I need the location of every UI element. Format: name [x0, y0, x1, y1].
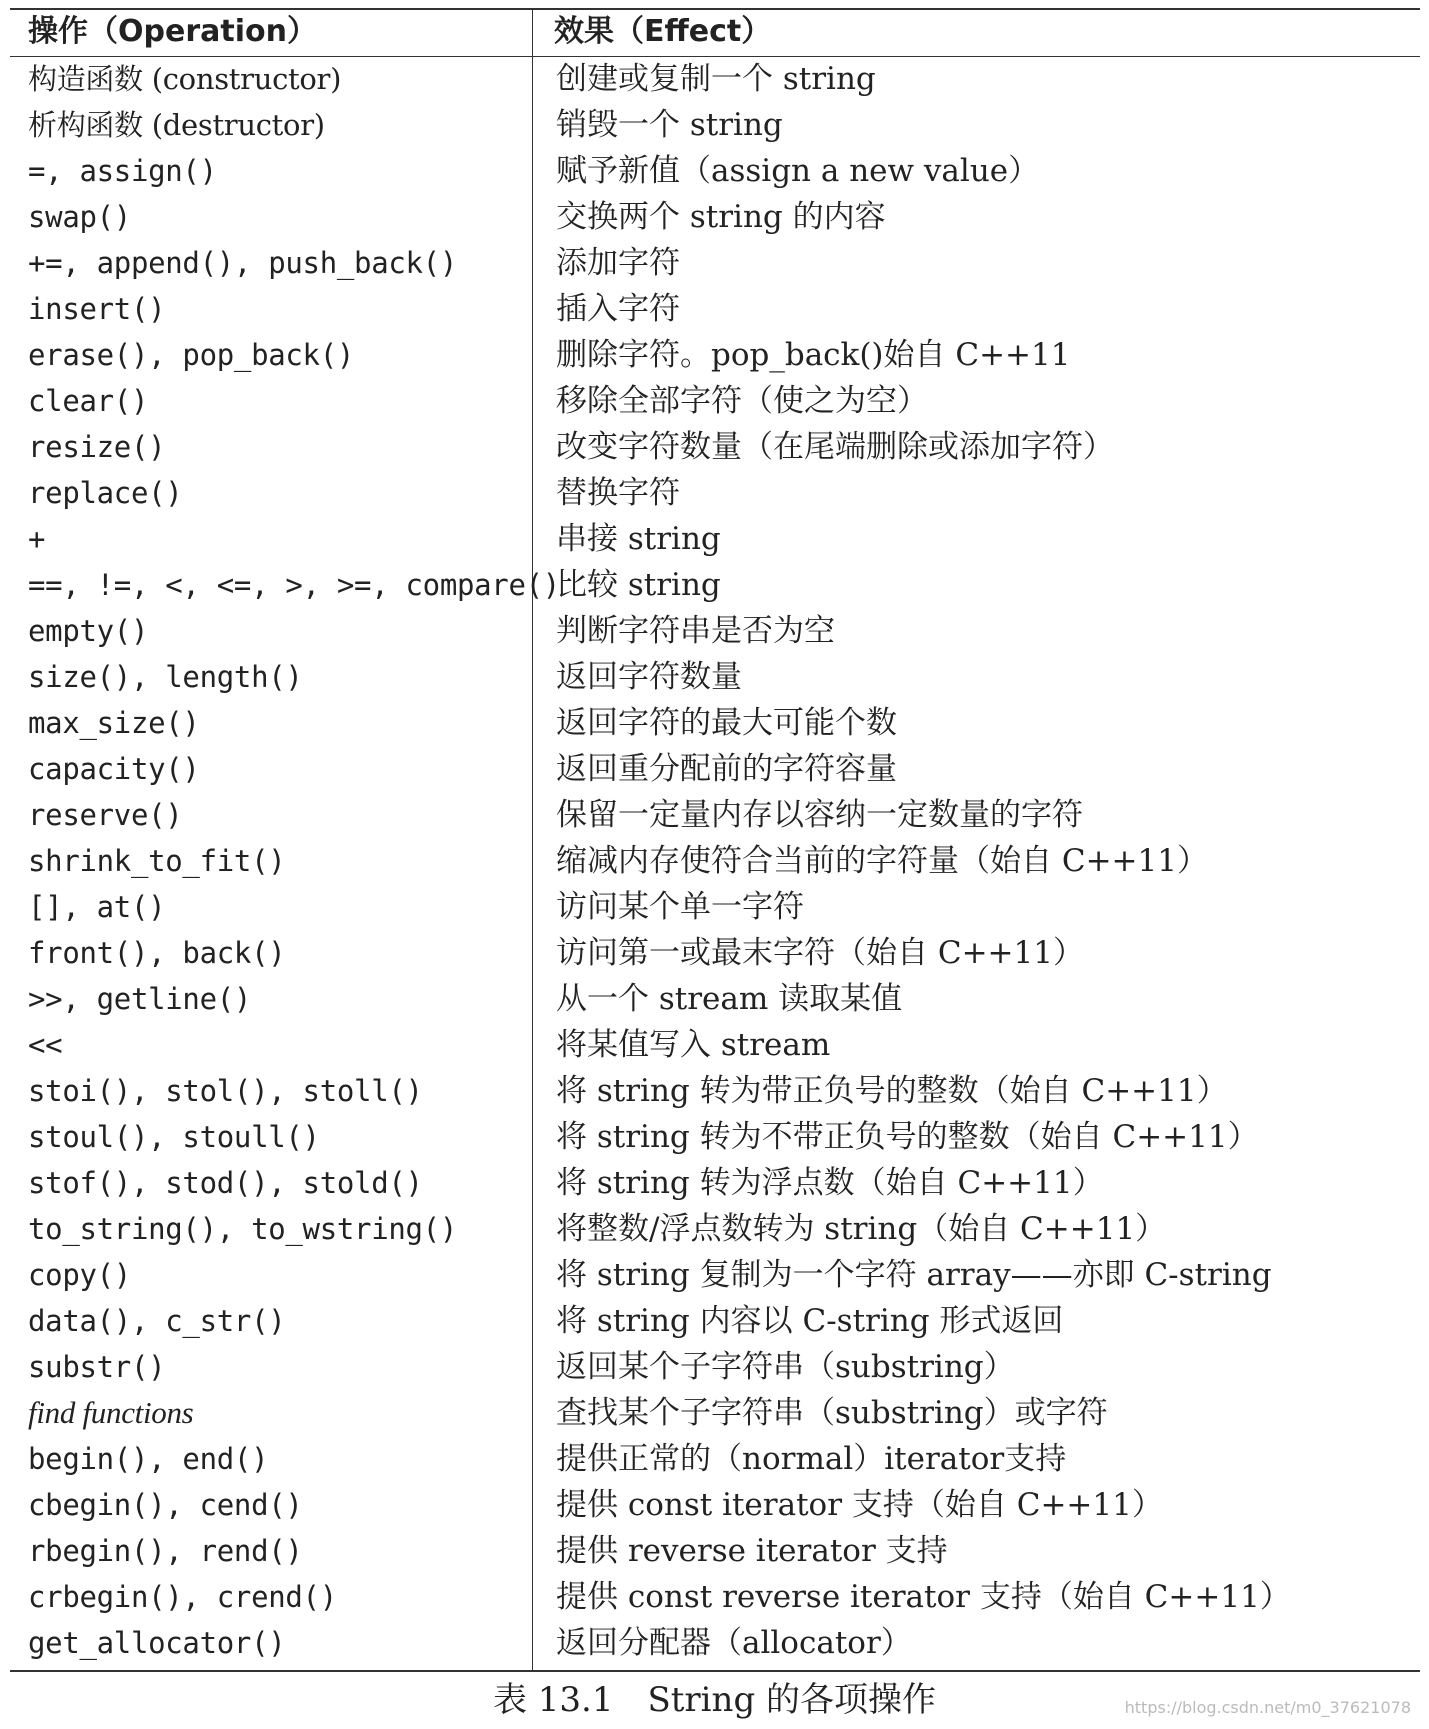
effect-cell: 返回某个子字符串（substring）: [556, 1349, 1015, 1385]
operation-cell: size(), length(): [28, 660, 303, 694]
effect-cell: 将 string 内容以 C-string 形式返回: [556, 1303, 1064, 1339]
operation-cell: crbegin(), crend(): [28, 1580, 337, 1614]
table-row: [0, 148, 1429, 194]
table-row: [0, 1160, 1429, 1206]
operation-cell: substr(): [28, 1350, 166, 1384]
operation-cell: swap(): [28, 200, 131, 234]
effect-cell: 保留一定量内存以容纳一定数量的字符: [556, 797, 1083, 833]
effect-cell: 访问第一或最末字符（始自 C++11）: [556, 935, 1084, 971]
table-row: [0, 516, 1429, 562]
effect-cell: 创建或复制一个 string: [556, 61, 876, 97]
header-effect: 效果（Effect）: [554, 14, 772, 49]
table-row: [0, 194, 1429, 240]
effect-cell: 查找某个子字符串（substring）或字符: [556, 1395, 1108, 1431]
table-row: [0, 56, 1429, 102]
operation-cell: begin(), end(): [28, 1442, 269, 1476]
table-row: [0, 1022, 1429, 1068]
effect-cell: 返回分配器（allocator）: [556, 1625, 912, 1661]
operation-cell: [], at(): [28, 890, 166, 924]
operation-cell: ==, !=, <, <=, >, >=, compare(): [28, 568, 560, 602]
effect-cell: 将 string 转为不带正负号的整数（始自 C++11）: [556, 1119, 1259, 1155]
operation-cell: =, assign(): [28, 154, 217, 188]
table-row: [0, 654, 1429, 700]
table-bottom-rule: [10, 1670, 1420, 1672]
effect-cell: 返回重分配前的字符容量: [556, 751, 897, 787]
effect-cell: 替换字符: [556, 475, 680, 511]
operation-cell: cbegin(), cend(): [28, 1488, 303, 1522]
effect-cell: 插入字符: [556, 291, 680, 327]
table-row: [0, 608, 1429, 654]
effect-cell: 返回字符数量: [556, 659, 742, 695]
operation-cell: empty(): [28, 614, 149, 648]
operation-cell: stof(), stod(), stold(): [28, 1166, 423, 1200]
operation-cell: rbegin(), rend(): [28, 1534, 303, 1568]
effect-cell: 将 string 复制为一个字符 array——亦即 C-string: [556, 1257, 1272, 1293]
table-row: [0, 1206, 1429, 1252]
table-row: [0, 1114, 1429, 1160]
effect-cell: 交换两个 string 的内容: [556, 199, 886, 235]
operation-cell: data(), c_str(): [28, 1304, 286, 1338]
table-row: [0, 286, 1429, 332]
effect-cell: 提供正常的（normal）iterator支持: [556, 1441, 1067, 1477]
table-row: [0, 930, 1429, 976]
operation-cell: +: [28, 522, 46, 556]
table-row: [0, 424, 1429, 470]
operation-cell: max_size(): [28, 706, 200, 740]
effect-cell: 提供 reverse iterator 支持: [556, 1533, 948, 1569]
table-row: [0, 700, 1429, 746]
operation-cell: <<: [28, 1028, 63, 1062]
table-row: [0, 470, 1429, 516]
table-row: [0, 1390, 1429, 1436]
operation-cell: resize(): [28, 430, 166, 464]
table-row: [0, 378, 1429, 424]
operation-cell: capacity(): [28, 752, 200, 786]
table-row: [0, 1252, 1429, 1298]
table-row: [0, 240, 1429, 286]
effect-cell: 将某值写入 stream: [556, 1027, 831, 1063]
effect-cell: 访问某个单一字符: [556, 889, 804, 925]
table-caption: 表 13.1 String 的各项操作: [492, 1680, 937, 1720]
table-row: [0, 1298, 1429, 1344]
effect-cell: 删除字符。pop_back()始自 C++11: [556, 337, 1071, 373]
table-row: [0, 1528, 1429, 1574]
table-body: [0, 56, 1429, 1666]
effect-cell: 移除全部字符（使之为空）: [556, 383, 928, 419]
table-row: [0, 1574, 1429, 1620]
operation-cell: 构造函数 (constructor): [28, 62, 342, 96]
effect-cell: 提供 const iterator 支持（始自 C++11）: [556, 1487, 1163, 1523]
operation-cell: shrink_to_fit(): [28, 844, 286, 878]
effect-cell: 添加字符: [556, 245, 680, 281]
table-row: [0, 884, 1429, 930]
effect-cell: 将 string 转为浮点数（始自 C++11）: [556, 1165, 1104, 1201]
effect-cell: 将整数/浮点数转为 string（始自 C++11）: [556, 1211, 1167, 1247]
table-row: [0, 1620, 1429, 1666]
effect-cell: 提供 const reverse iterator 支持（始自 C++11）: [556, 1579, 1291, 1615]
table-row: [0, 562, 1429, 608]
effect-cell: 比较 string: [556, 567, 721, 603]
operation-cell: +=, append(), push_back(): [28, 246, 457, 280]
table-row: [0, 1344, 1429, 1390]
operation-cell: reserve(): [28, 798, 183, 832]
operation-cell: 析构函数 (destructor): [28, 108, 325, 142]
table-row: [0, 838, 1429, 884]
operation-cell: get_allocator(): [28, 1626, 286, 1660]
operation-cell: to_string(), to_wstring(): [28, 1212, 457, 1246]
operation-cell: insert(): [28, 292, 166, 326]
operation-cell: stoi(), stol(), stoll(): [28, 1074, 423, 1108]
table-row: [0, 792, 1429, 838]
operation-cell: copy(): [28, 1258, 131, 1292]
effect-cell: 缩减内存使符合当前的字符量（始自 C++11）: [556, 843, 1208, 879]
table-row: [0, 1068, 1429, 1114]
table-row: [0, 1482, 1429, 1528]
operation-cell: stoul(), stoull(): [28, 1120, 320, 1154]
effect-cell: 串接 string: [556, 521, 721, 557]
operation-cell: replace(): [28, 476, 183, 510]
watermark: https://blog.csdn.net/m0_37621078: [1124, 1698, 1411, 1717]
operation-cell: erase(), pop_back(): [28, 338, 355, 372]
table-row: [0, 332, 1429, 378]
effect-cell: 将 string 转为带正负号的整数（始自 C++11）: [556, 1073, 1228, 1109]
table-row: [0, 102, 1429, 148]
table-row: [0, 976, 1429, 1022]
effect-cell: 赋予新值（assign a new value）: [556, 153, 1040, 189]
operation-cell: >>, getline(): [28, 982, 252, 1016]
effect-cell: 返回字符的最大可能个数: [556, 705, 897, 741]
operation-cell: front(), back(): [28, 936, 286, 970]
table-row: [0, 1436, 1429, 1482]
effect-cell: 从一个 stream 读取某值: [556, 981, 903, 1017]
operation-cell: clear(): [28, 384, 149, 418]
effect-cell: 改变字符数量（在尾端删除或添加字符）: [556, 429, 1114, 465]
header-operation: 操作（Operation）: [28, 14, 317, 49]
table-row: [0, 746, 1429, 792]
effect-cell: 判断字符串是否为空: [556, 613, 835, 649]
operation-cell: find functions: [28, 1395, 194, 1430]
effect-cell: 销毁一个 string: [556, 107, 783, 143]
